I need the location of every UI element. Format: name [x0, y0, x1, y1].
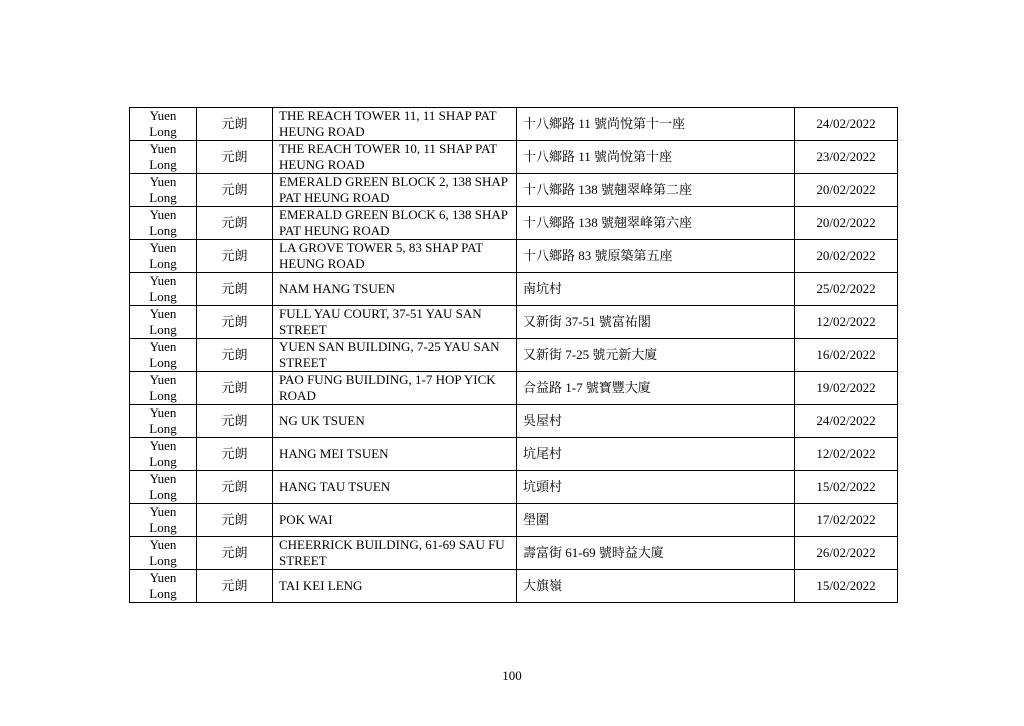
building-list-table — [129, 107, 898, 603]
district-chinese-cell: 元朗 — [197, 240, 273, 273]
address-chinese-cell: 大旗嶺 — [517, 570, 795, 603]
address-english-cell: THE REACH TOWER 10, 11 SHAP PAT HEUNG ROAD — [273, 141, 517, 174]
district-english-cell: Yuen Long — [130, 207, 197, 240]
district-english-cell: Yuen Long — [130, 537, 197, 570]
address-chinese-cell: 又新街 37-51 號富祐閣 — [517, 306, 795, 339]
address-chinese-cell: 十八鄉路 11 號尚悅第十座 — [517, 141, 795, 174]
district-chinese-cell: 元朗 — [197, 273, 273, 306]
date-cell: 19/02/2022 — [795, 372, 898, 405]
address-chinese-cell: 壆圍 — [517, 504, 795, 537]
address-english-cell: YUEN SAN BUILDING, 7-25 YAU SAN STREET — [273, 339, 517, 372]
address-chinese-cell: 十八鄉路 138 號翹翠峰第六座 — [517, 207, 795, 240]
district-chinese-cell: 元朗 — [197, 174, 273, 207]
district-english-cell: Yuen Long — [130, 405, 197, 438]
table-row — [130, 405, 898, 438]
date-cell: 15/02/2022 — [795, 570, 898, 603]
address-english-cell: HANG MEI TSUEN — [273, 438, 517, 471]
address-english-cell: EMERALD GREEN BLOCK 6, 138 SHAP PAT HEUNG ROAD — [273, 207, 517, 240]
date-cell: 15/02/2022 — [795, 471, 898, 504]
address-english-cell: THE REACH TOWER 11, 11 SHAP PAT HEUNG ROAD — [273, 108, 517, 141]
date-cell: 12/02/2022 — [795, 306, 898, 339]
date-cell: 25/02/2022 — [795, 273, 898, 306]
table-row — [130, 240, 898, 273]
district-english-cell: Yuen Long — [130, 273, 197, 306]
district-chinese-cell: 元朗 — [197, 108, 273, 141]
address-chinese-cell: 十八鄉路 138 號翹翠峰第二座 — [517, 174, 795, 207]
table-row — [130, 471, 898, 504]
address-english-cell: CHEERRICK BUILDING, 61-69 SAU FU STREET — [273, 537, 517, 570]
table-row — [130, 174, 898, 207]
date-cell: 23/02/2022 — [795, 141, 898, 174]
district-english-cell: Yuen Long — [130, 372, 197, 405]
date-cell: 20/02/2022 — [795, 240, 898, 273]
district-english-cell: Yuen Long — [130, 141, 197, 174]
district-english-cell: Yuen Long — [130, 108, 197, 141]
district-english-cell: Yuen Long — [130, 438, 197, 471]
table-row — [130, 339, 898, 372]
district-english-cell: Yuen Long — [130, 306, 197, 339]
address-english-cell: HANG TAU TSUEN — [273, 471, 517, 504]
district-english-cell: Yuen Long — [130, 504, 197, 537]
page-number: 100 — [502, 668, 522, 683]
date-cell: 17/02/2022 — [795, 504, 898, 537]
district-english-cell: Yuen Long — [130, 570, 197, 603]
table-row — [130, 570, 898, 603]
table-row — [130, 273, 898, 306]
table-row — [130, 141, 898, 174]
district-english-cell: Yuen Long — [130, 471, 197, 504]
address-english-cell: PAO FUNG BUILDING, 1-7 HOP YICK ROAD — [273, 372, 517, 405]
district-chinese-cell: 元朗 — [197, 306, 273, 339]
date-cell: 20/02/2022 — [795, 174, 898, 207]
date-cell: 16/02/2022 — [795, 339, 898, 372]
date-cell: 26/02/2022 — [795, 537, 898, 570]
district-chinese-cell: 元朗 — [197, 141, 273, 174]
district-chinese-cell: 元朗 — [197, 207, 273, 240]
address-chinese-cell: 壽富街 61-69 號時益大廈 — [517, 537, 795, 570]
date-cell: 24/02/2022 — [795, 108, 898, 141]
district-english-cell: Yuen Long — [130, 339, 197, 372]
address-english-cell: POK WAI — [273, 504, 517, 537]
district-chinese-cell: 元朗 — [197, 471, 273, 504]
address-chinese-cell: 坑頭村 — [517, 471, 795, 504]
address-english-cell: EMERALD GREEN BLOCK 2, 138 SHAP PAT HEUNG ROAD — [273, 174, 517, 207]
district-english-cell: Yuen Long — [130, 240, 197, 273]
address-chinese-cell: 又新街 7-25 號元新大廈 — [517, 339, 795, 372]
district-chinese-cell: 元朗 — [197, 372, 273, 405]
table-row — [130, 504, 898, 537]
table-row — [130, 108, 898, 141]
district-chinese-cell: 元朗 — [197, 504, 273, 537]
date-cell: 24/02/2022 — [795, 405, 898, 438]
address-chinese-cell: 吳屋村 — [517, 405, 795, 438]
table-row — [130, 306, 898, 339]
address-chinese-cell: 坑尾村 — [517, 438, 795, 471]
table-body — [130, 108, 898, 603]
address-chinese-cell: 合益路 1-7 號寶豐大廈 — [517, 372, 795, 405]
date-cell: 20/02/2022 — [795, 207, 898, 240]
address-chinese-cell: 南坑村 — [517, 273, 795, 306]
table-row — [130, 372, 898, 405]
address-english-cell: NG UK TSUEN — [273, 405, 517, 438]
district-chinese-cell: 元朗 — [197, 570, 273, 603]
district-chinese-cell: 元朗 — [197, 405, 273, 438]
district-chinese-cell: 元朗 — [197, 537, 273, 570]
table-row — [130, 537, 898, 570]
address-chinese-cell: 十八鄉路 83 號原築第五座 — [517, 240, 795, 273]
table-row — [130, 438, 898, 471]
address-english-cell: LA GROVE TOWER 5, 83 SHAP PAT HEUNG ROAD — [273, 240, 517, 273]
address-english-cell: TAI KEI LENG — [273, 570, 517, 603]
address-english-cell: NAM HANG TSUEN — [273, 273, 517, 306]
date-cell: 12/02/2022 — [795, 438, 898, 471]
district-chinese-cell: 元朗 — [197, 438, 273, 471]
district-chinese-cell: 元朗 — [197, 339, 273, 372]
address-english-cell: FULL YAU COURT, 37-51 YAU SAN STREET — [273, 306, 517, 339]
address-chinese-cell: 十八鄉路 11 號尚悅第十一座 — [517, 108, 795, 141]
district-english-cell: Yuen Long — [130, 174, 197, 207]
table-row — [130, 207, 898, 240]
